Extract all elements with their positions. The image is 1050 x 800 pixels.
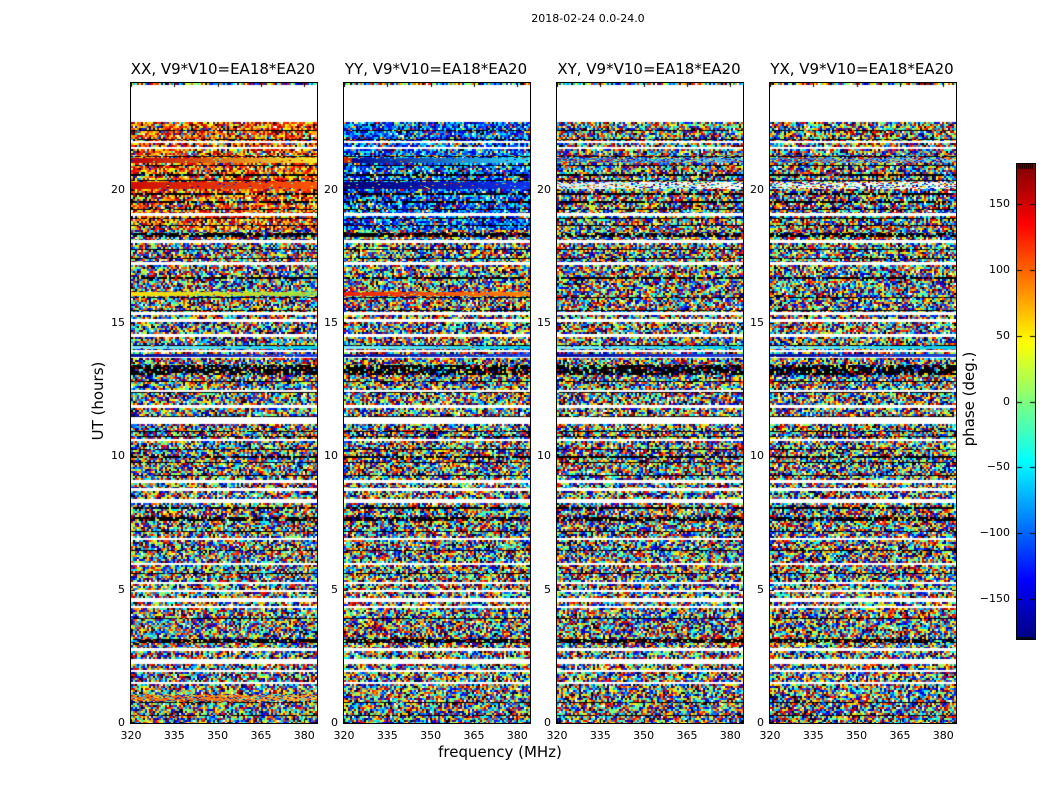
y-tick-label: 20 bbox=[750, 182, 764, 196]
colorbar-tick-label: 50 bbox=[996, 328, 1010, 342]
colorbar-tick-label: 100 bbox=[989, 262, 1010, 276]
panel-title: YX, V9*V10=EA18*EA20 bbox=[770, 60, 954, 78]
y-tick-label: 5 bbox=[544, 582, 551, 596]
y-tick-label: 5 bbox=[118, 582, 125, 596]
x-tick-label: 365 bbox=[676, 729, 698, 742]
heatmap-canvas-yy bbox=[343, 82, 531, 724]
x-tick-label: 365 bbox=[250, 729, 272, 742]
x-tick-label: 320 bbox=[546, 729, 568, 742]
x-tick-label: 365 bbox=[463, 729, 485, 742]
x-tick-label: 335 bbox=[163, 729, 185, 742]
figure-title: 2018-02-24 0.0-24.0 bbox=[531, 12, 645, 25]
y-tick-label: 0 bbox=[757, 716, 764, 729]
x-tick-label: 335 bbox=[802, 729, 824, 742]
colorbar bbox=[1016, 163, 1036, 640]
y-tick-label: 15 bbox=[324, 316, 338, 329]
x-axis-label: frequency (MHz) bbox=[438, 743, 562, 761]
colorbar-tick-label: −150 bbox=[979, 592, 1010, 606]
y-tick-label: 0 bbox=[544, 716, 551, 729]
y-axis-label: UT (hours) bbox=[89, 361, 107, 441]
x-tick-label: 365 bbox=[889, 729, 911, 742]
x-tick-label: 380 bbox=[293, 729, 315, 742]
y-tick-label: 20 bbox=[324, 182, 338, 196]
y-tick-label: 0 bbox=[118, 716, 125, 729]
colorbar-tick-label: −50 bbox=[986, 460, 1010, 474]
y-tick-label: 15 bbox=[111, 316, 125, 329]
y-tick-label: 15 bbox=[537, 316, 551, 329]
x-tick-label: 320 bbox=[333, 729, 355, 742]
heatmap-canvas-xy bbox=[556, 82, 744, 724]
x-tick-label: 350 bbox=[207, 729, 229, 742]
y-tick-label: 20 bbox=[111, 182, 125, 196]
y-tick-label: 10 bbox=[111, 449, 125, 463]
colorbar-tick-label: −100 bbox=[979, 526, 1010, 540]
y-tick-label: 15 bbox=[750, 316, 764, 329]
x-tick-label: 320 bbox=[759, 729, 781, 742]
y-tick-label: 20 bbox=[537, 182, 551, 196]
x-tick-label: 335 bbox=[376, 729, 398, 742]
y-tick-label: 5 bbox=[757, 582, 764, 596]
y-tick-label: 5 bbox=[331, 582, 338, 596]
x-tick-label: 350 bbox=[420, 729, 442, 742]
y-tick-label: 10 bbox=[537, 449, 551, 463]
y-tick-label: 10 bbox=[324, 449, 338, 463]
x-tick-label: 350 bbox=[633, 729, 655, 742]
x-tick-label: 335 bbox=[589, 729, 611, 742]
x-tick-label: 350 bbox=[846, 729, 868, 742]
x-tick-label: 320 bbox=[120, 729, 142, 742]
colorbar-axis-label: phase (deg.) bbox=[960, 351, 978, 447]
panel-title: YY, V9*V10=EA18*EA20 bbox=[344, 60, 528, 78]
x-tick-label: 380 bbox=[719, 729, 741, 742]
heatmap-canvas-xx bbox=[130, 82, 318, 724]
panel-title: XX, V9*V10=EA18*EA20 bbox=[130, 60, 316, 78]
y-tick-label: 0 bbox=[331, 716, 338, 729]
x-tick-label: 380 bbox=[506, 729, 528, 742]
y-tick-label: 10 bbox=[750, 449, 764, 463]
colorbar-tick-label: 0 bbox=[1003, 394, 1010, 408]
panel-title: XY, V9*V10=EA18*EA20 bbox=[557, 60, 741, 78]
x-tick-label: 380 bbox=[932, 729, 954, 742]
colorbar-tick-label: 150 bbox=[989, 196, 1010, 210]
heatmap-canvas-yx bbox=[769, 82, 957, 724]
